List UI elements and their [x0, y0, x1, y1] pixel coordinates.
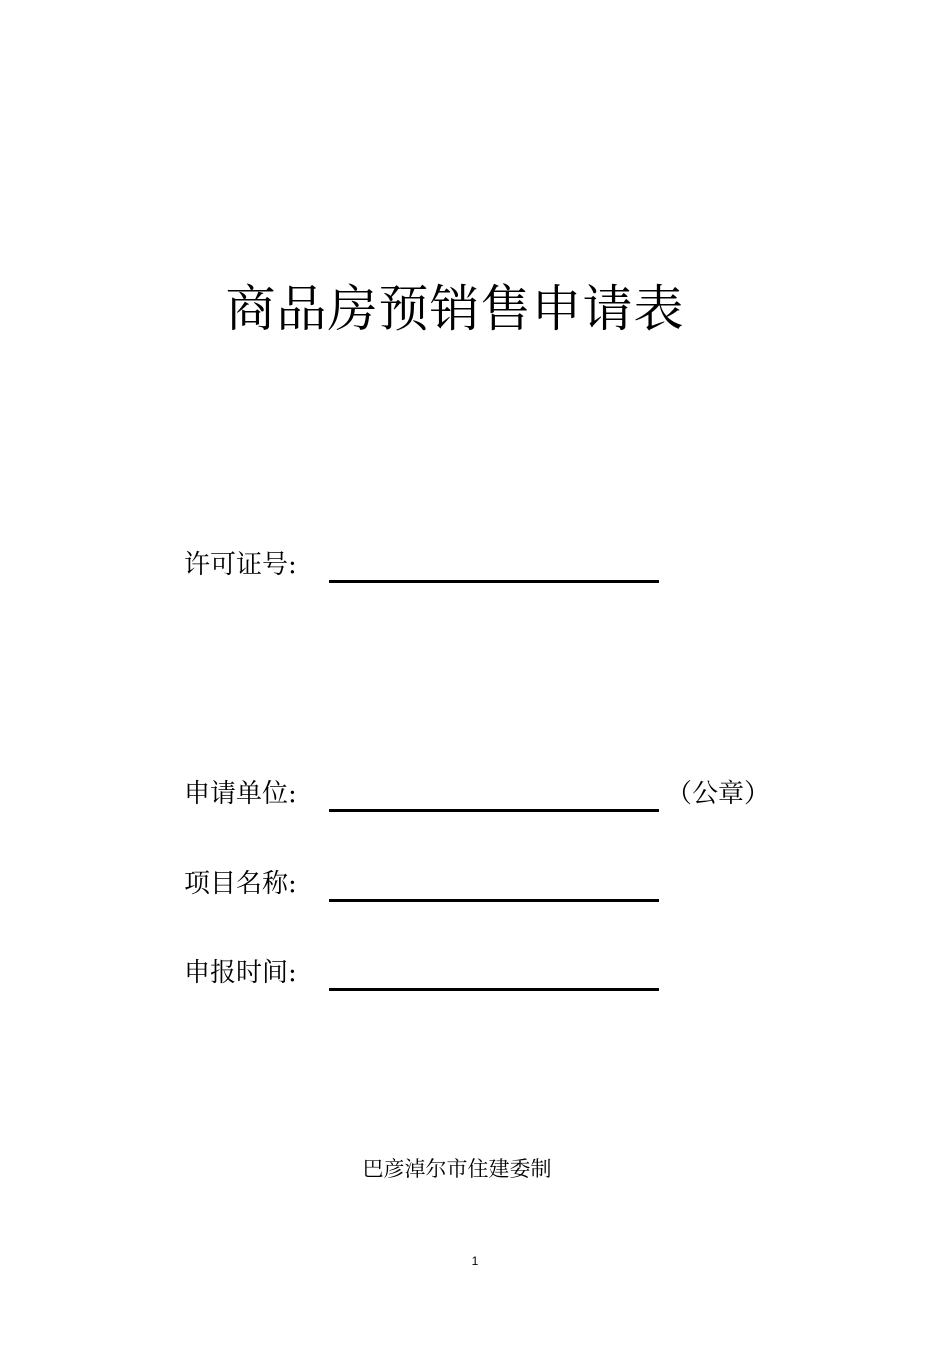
- project-name-field: [184, 862, 824, 902]
- project-name-blank[interactable]: [329, 899, 659, 902]
- page-number: 1: [471, 1254, 479, 1268]
- applicant-unit-blank[interactable]: [329, 809, 659, 812]
- submission-date-blank[interactable]: [329, 988, 659, 991]
- submission-date-label: 申报时间:: [184, 958, 297, 988]
- official-seal-note: （公章）: [666, 779, 771, 809]
- applicant-unit-label: 申请单位:: [184, 779, 297, 809]
- applicant-unit-field: [184, 772, 824, 812]
- issuing-authority: 巴彦淖尔市住建委制: [362, 1157, 552, 1181]
- submission-date-field: [184, 951, 824, 991]
- license-number-blank[interactable]: [329, 580, 659, 583]
- license-number-field: [184, 543, 824, 583]
- project-name-label: 项目名称:: [184, 869, 297, 899]
- document-title: 商品房预销售申请表: [225, 280, 685, 338]
- license-number-label: 许可证号:: [184, 550, 297, 580]
